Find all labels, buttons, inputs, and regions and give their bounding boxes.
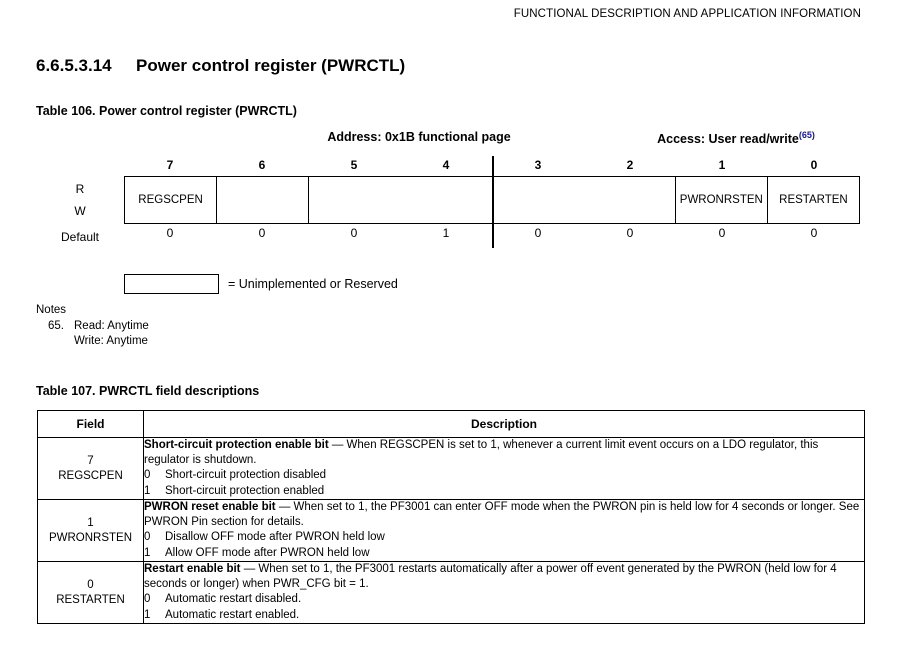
register-row-label-read: R <box>75 182 85 196</box>
notes-heading: Notes <box>36 304 67 316</box>
field-name-cell <box>38 500 144 562</box>
register-bit-cell-0: RESTARTEN <box>779 194 848 206</box>
register-row-label-write: W <box>74 204 86 218</box>
description-lead-rest: — When REGSCPEN is set to 1, whenever a current limit event occurs on a LDO regulator, this regulator is shutdown. <box>144 439 819 466</box>
option-value: 0 <box>144 469 151 481</box>
default-value: 0 <box>350 226 358 240</box>
register-bit-cell-1: PWRONRSTEN <box>676 177 768 223</box>
reserved-legend-label: = Unimplemented or Reserved <box>228 277 398 291</box>
register-row-label-default: Default <box>60 230 100 244</box>
description-option <box>144 546 864 562</box>
register-bit-cell-5-4 <box>309 177 492 223</box>
option-value: 0 <box>144 531 151 543</box>
table-106-caption: Table 106. Power control register (PWRCTL) <box>36 104 297 118</box>
table-107-caption: Table 107. PWRCTL field descriptions <box>36 384 260 398</box>
table-row <box>38 438 865 500</box>
description-option <box>144 592 864 608</box>
footnote-ref-65[interactable]: (65) <box>798 130 815 140</box>
description-option-list <box>144 592 864 623</box>
section-heading <box>36 56 405 76</box>
column-header-field: Field <box>38 411 144 438</box>
option-value: 1 <box>144 484 151 497</box>
table-header-row <box>38 411 865 438</box>
field-bit-name: REGSCPEN <box>58 469 123 482</box>
note-number-spacer <box>48 334 74 349</box>
reserved-legend <box>124 274 398 294</box>
description-lead <box>144 438 864 467</box>
note-number: 65. <box>48 320 64 332</box>
bit-number: 0 <box>810 158 818 172</box>
description-lead-rest: — When set to 1, the PF3001 can enter OFF mode when the PWRON pin is held low for 4 seconds or longer. See PWRON Pin section for details. <box>144 501 860 528</box>
reserved-legend-swatch <box>124 274 219 294</box>
column-header-description: Description <box>144 411 865 438</box>
description-lead-bold: PWRON reset enable bit <box>144 501 276 513</box>
register-default-row <box>124 226 860 246</box>
description-lead <box>144 500 864 529</box>
description-option-list <box>144 530 864 561</box>
option-text: Disallow OFF mode after PWRON held low <box>165 531 385 543</box>
note-item <box>48 334 149 349</box>
field-description-cell <box>144 562 865 624</box>
option-text: Allow OFF mode after PWRON held low <box>165 546 370 559</box>
default-value: 0 <box>534 226 542 240</box>
field-description-cell <box>144 500 865 562</box>
bit-number: 5 <box>350 158 358 172</box>
note-item <box>48 319 149 334</box>
field-name-cell <box>38 438 144 500</box>
option-text: Automatic restart enabled. <box>165 608 300 621</box>
option-value: 1 <box>144 608 151 621</box>
option-text: Short-circuit protection enabled <box>165 484 325 497</box>
field-bit-number: 7 <box>87 454 94 467</box>
register-bit-cell-6 <box>217 177 309 223</box>
default-value: 0 <box>626 226 634 240</box>
bit-number: 7 <box>166 158 174 172</box>
description-option <box>144 484 864 500</box>
default-value: 0 <box>718 226 726 240</box>
page-running-header: FUNCTIONAL DESCRIPTION AND APPLICATION INFORMATION <box>513 8 861 20</box>
option-text: Automatic restart disabled. <box>165 593 302 605</box>
register-access-label <box>596 130 876 146</box>
description-lead-bold: Short-circuit protection enable bit <box>144 439 329 451</box>
field-bit-name: PWRONRSTEN <box>48 531 133 544</box>
table-row <box>38 500 865 562</box>
description-lead <box>144 562 864 591</box>
description-option <box>144 530 864 546</box>
table-row <box>38 562 865 624</box>
default-value: 0 <box>810 226 818 240</box>
bit-number: 3 <box>534 158 542 172</box>
notes-list <box>48 319 149 349</box>
bit-number: 6 <box>258 158 266 172</box>
register-bit-cell-7: REGSCPEN <box>125 177 217 223</box>
description-lead-bold: Restart enable bit <box>144 563 241 575</box>
default-value: 0 <box>258 226 266 240</box>
description-lead-rest: — When set to 1, the PF3001 restarts automatically after a power off event generated by the PWRON (held low for 4 seconds or longer) when PWR_CFG bit = 1. <box>144 563 837 590</box>
note-line: Write: Anytime <box>74 335 148 347</box>
option-text: Short-circuit protection disabled <box>165 469 327 481</box>
bit-number: 4 <box>442 158 450 172</box>
field-bit-number: 1 <box>87 516 94 529</box>
description-option-list <box>144 468 864 499</box>
section-number: 6.6.5.3.14 <box>36 56 112 75</box>
bit-number: 2 <box>626 158 634 172</box>
register-access-text: Access: User read/write <box>657 132 799 147</box>
field-description-cell <box>144 438 865 500</box>
bit-number: 1 <box>718 158 726 172</box>
register-address-label: Address: 0x1B functional page <box>327 130 511 144</box>
default-value: 1 <box>442 226 450 240</box>
register-map-table-106 <box>36 128 876 253</box>
field-bit-name: RESTARTEN <box>56 593 125 606</box>
option-value: 1 <box>144 546 151 559</box>
default-value: 0 <box>166 226 174 240</box>
note-line: Read: Anytime <box>74 320 149 332</box>
register-bit-cell-3-2 <box>493 177 676 223</box>
description-option <box>144 468 864 484</box>
description-option <box>144 608 864 624</box>
field-description-table-107 <box>37 410 865 624</box>
field-bit-number: 0 <box>87 578 94 591</box>
field-name-cell <box>38 562 144 624</box>
section-title: Power control register (PWRCTL) <box>136 56 406 75</box>
option-value: 0 <box>144 593 151 605</box>
